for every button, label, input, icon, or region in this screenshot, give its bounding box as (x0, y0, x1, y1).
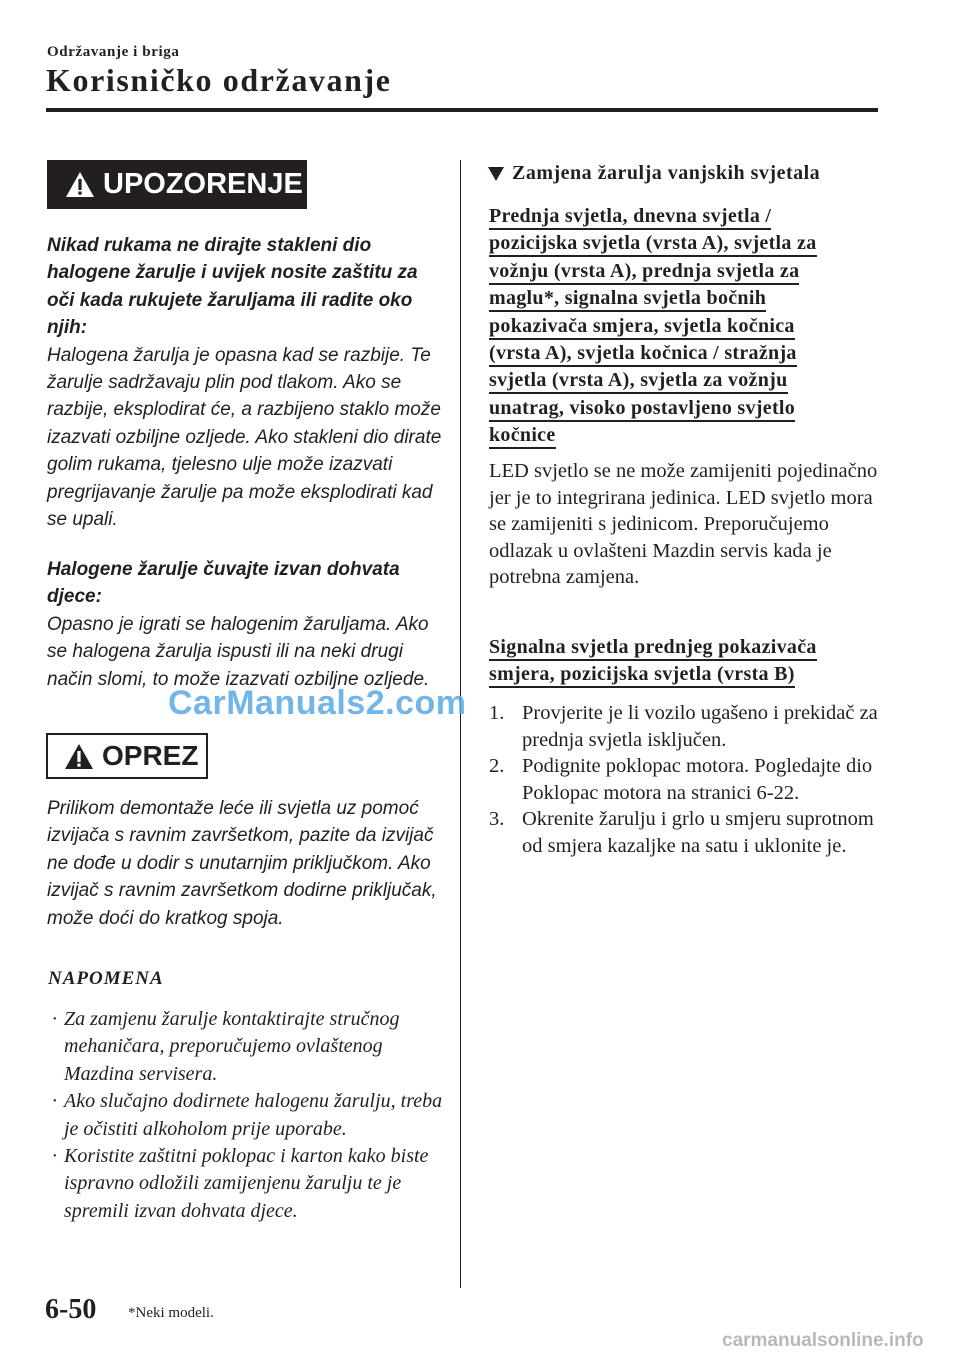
step-number: 3. (489, 808, 505, 831)
subheading-2 (489, 634, 861, 689)
step-number: 1. (489, 702, 505, 724)
warning-label: UPOZORENJE (103, 168, 303, 200)
step-item (489, 806, 889, 859)
caution-text: Prilikom demontaže leće ili svjetla uz pomoć izvijača s ravnim završetkom, pazite da izvijač ne dođe u dodir s unutarnjim priključkom. Ako izvijač s ravnim završetkom dodirne priključak, može doći do kratkog spoja. (47, 798, 437, 929)
subheading-line: (vrsta A), svjetla kočnica / stražnja (489, 342, 797, 367)
note-item-text: Koristite zaštitni poklopac i karton kako biste ispravno odložili zamijenjenu žarulju te je spremili izvan dohvata djece. (64, 1145, 429, 1222)
warning-p1-text: Halogena žarulja je opasna kad se razbije. Te žarulje sadržavaju plin pod tlakom. Ako se razbije, eksplodirat će, a razbijeno staklo može izazvati ozbiljne ozljede. Ako stakleni dio dirate golim rukama, tjelesno ulje može izazvati pregrijavanje žarulje pa može eksplodirati kad se upali. (47, 344, 442, 531)
bullet-icon: · (52, 1090, 57, 1113)
subheading-line: pokazivača smjera, svjetla kočnica (489, 315, 795, 340)
step-text: Provjerite je li vozilo ugašeno i prekidač za prednja svjetla isključen. (522, 702, 878, 751)
warning-p1-bold: Nikad rukama ne dirajte stakleni dio halogene žarulje i uvijek nosite zaštitu za oči kada rukujete žaruljama ili radite oko njih: (47, 235, 418, 339)
warning-p2-text: Opasno je igrati se halogenim žaruljama. Ako se halogena žarulja ispusti ili na neki drugi način slomi, to može izazvati ozbiljne ozljede. (47, 613, 430, 690)
footnote: *Neki modeli. (128, 1305, 214, 1321)
note-item (48, 1143, 448, 1225)
led-note-text: LED svjetlo se ne može zamijeniti pojedinačno jer je to integrirana jedinica. LED svjetlo mora se zamijeniti s jedinicom. Preporučujemo odlazak u ovlašteni Mazdin servis kada je potrebna zamjena. (489, 460, 878, 589)
subheading-line: maglu*, signalna svjetla bočnih (489, 287, 766, 312)
note-item (48, 1006, 448, 1088)
subheading-line: svjetla (vrsta A), svjetla za vožnju (489, 369, 788, 394)
section-heading (488, 162, 820, 185)
subheading-line: Signalna svjetla prednjeg pokazivača (489, 636, 817, 661)
caution-label: OPREZ (102, 740, 199, 771)
warning-triangle-icon (65, 171, 95, 198)
subheading-line: unatrag, visoko postavljeno svjetlo (489, 397, 795, 422)
subheading-1 (489, 203, 861, 450)
header-rule (46, 108, 878, 112)
triangle-down-icon (488, 167, 504, 181)
note-item-text: Ako slučajno dodirnete halogenu žarulju, treba je očistiti alkoholom prije uporabe. (64, 1090, 443, 1140)
subheading-line: Prednja svjetla, dnevna svjetla / (489, 205, 771, 230)
watermark-footer: carmanualsonline.info (722, 1330, 924, 1351)
bullet-icon: · (52, 1008, 57, 1030)
step-item (489, 700, 889, 753)
bullet-icon: · (52, 1145, 57, 1168)
caution-triangle-icon (64, 743, 94, 770)
note-list (48, 1006, 448, 1225)
warning-banner (47, 160, 307, 209)
step-text: Podignite poklopac motora. Pogledajte dio Poklopac motora na stranici 6-22. (522, 755, 873, 804)
note-item-text: Za zamjenu žarulje kontaktirajte stručnog mehaničara, preporučujemo ovlaštenog Mazdina servisera. (64, 1008, 400, 1085)
warning-paragraph-1 (47, 232, 447, 533)
step-item (489, 753, 889, 806)
subheading-line: kočnice (489, 424, 556, 449)
steps-list (489, 700, 889, 860)
step-text: Okrenite žarulju i grlo u smjeru suprotnom od smjera kazaljke na satu i uklonite je. (522, 808, 874, 857)
section-label: Održavanje i briga (47, 44, 180, 60)
step-number: 2. (489, 755, 505, 778)
page-title: Korisničko održavanje (46, 62, 392, 98)
column-divider (460, 160, 461, 1288)
note-title: NAPOMENA (48, 968, 164, 989)
warning-p2-bold: Halogene žarulje čuvajte izvan dohvata djece: (47, 559, 400, 608)
warning-paragraph-2 (47, 556, 447, 693)
subheading-line: pozicijska svjetla (vrsta A), svjetla za (489, 232, 817, 257)
subheading-line: vožnju (vrsta A), prednja svjetla za (489, 260, 799, 285)
caution-banner (46, 733, 208, 779)
note-item (48, 1088, 448, 1143)
page-number: 6-50 (45, 1294, 97, 1325)
watermark-logo: CarManuals2.com (168, 684, 467, 722)
section-heading-text: Zamjena žarulja vanjskih svjetala (512, 162, 821, 184)
subheading-line: smjera, pozicijska svjetla (vrsta B) (489, 663, 795, 688)
